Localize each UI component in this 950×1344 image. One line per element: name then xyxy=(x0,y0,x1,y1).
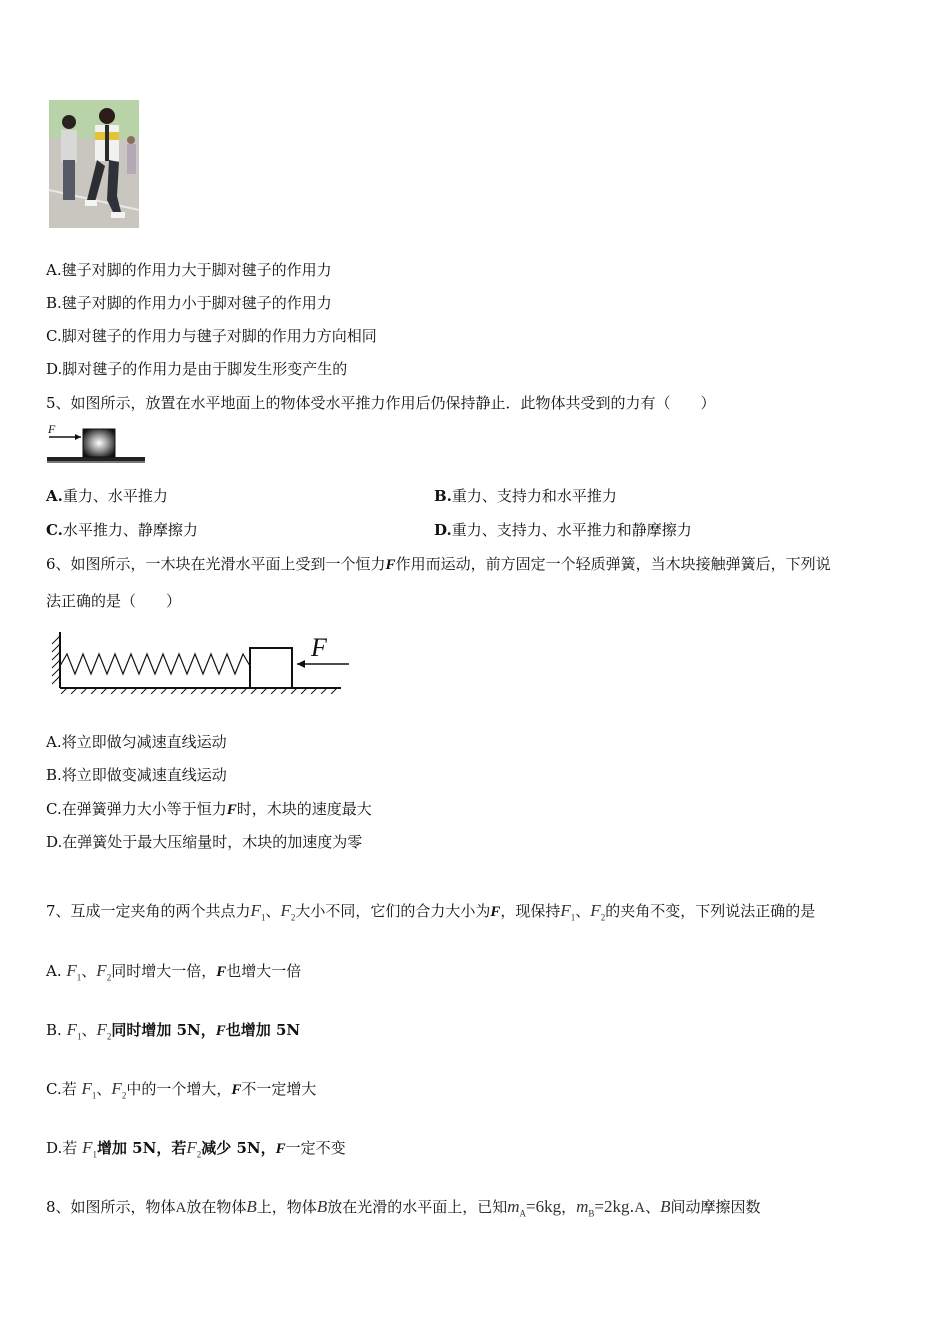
q6-option-d xyxy=(46,832,362,852)
separator: ， xyxy=(561,1198,577,1216)
option-text: 中的一个增大， xyxy=(126,1080,232,1098)
mass-subscript: B xyxy=(588,1208,595,1219)
f2-symbol xyxy=(111,1079,127,1101)
option-text: 在弹簧弹力大小等于恒力 xyxy=(61,800,227,818)
option-label: C. xyxy=(46,1080,62,1098)
q7-option-b xyxy=(46,1019,300,1047)
option-label: D. xyxy=(434,521,452,539)
f2-symbol xyxy=(590,901,606,923)
option-text: 增加 5N，若 xyxy=(96,1139,187,1157)
force-variable: F xyxy=(226,802,237,818)
f2-letter: F xyxy=(280,901,291,920)
body-b-label: B xyxy=(660,1197,671,1216)
option-label: D. xyxy=(46,360,63,378)
stem-text: 7、互成一定夹角的两个共点力 xyxy=(46,902,251,920)
option-text: 同时增大一倍， xyxy=(111,962,217,980)
option-label: B. xyxy=(46,294,62,312)
f2-subscript: 2 xyxy=(600,912,606,923)
option-label: D. xyxy=(46,1139,63,1157)
option-label: C. xyxy=(46,327,62,345)
option-text: 毽子对脚的作用力大于脚对毽子的作用力 xyxy=(61,261,332,279)
stem-text: 放在物体 xyxy=(186,1198,247,1216)
q4-option-b xyxy=(46,293,332,313)
body-a-label: A xyxy=(634,1200,646,1216)
option-label: A. xyxy=(46,261,62,279)
option-text: 将立即做变减速直线运动 xyxy=(61,766,227,784)
q6-stem-line1 xyxy=(46,554,831,575)
stem-text: 大小不同，它们的合力大小为 xyxy=(295,902,491,920)
f2-letter: F xyxy=(590,901,601,920)
q6-spring-figure xyxy=(45,628,350,694)
q4-option-d xyxy=(46,359,347,379)
q4-option-c xyxy=(46,326,377,346)
f1-subscript: 1 xyxy=(91,1090,97,1101)
option-text: 重力、支持力和水平推力 xyxy=(451,487,617,505)
f2-subscript: 2 xyxy=(106,1031,112,1042)
option-text: 在弹簧处于最大压缩量时，木块的加速度为零 xyxy=(62,833,363,851)
option-text: 若 xyxy=(61,1080,77,1098)
option-text: 减少 5N， xyxy=(201,1139,276,1157)
force-variable: F xyxy=(490,904,501,920)
f2-subscript: 2 xyxy=(196,1149,202,1160)
mass-value: =6kg xyxy=(526,1197,562,1216)
f1-letter: F xyxy=(81,1079,92,1098)
option-text: 脚对毽子的作用力与毽子对脚的作用力方向相同 xyxy=(61,327,377,345)
option-text: 时，木块的速度最大 xyxy=(236,800,372,818)
option-text: 重力、水平推力 xyxy=(62,487,168,505)
f1-letter: F xyxy=(66,961,77,980)
f2-subscript: 2 xyxy=(121,1090,127,1101)
f2-subscript: 2 xyxy=(290,912,296,923)
q6-option-b xyxy=(46,765,227,785)
q5-stem: 5、如图所示，放置在水平地面上的物体受水平推力作用后仍保持静止．此物体共受到的力有（ ） xyxy=(46,394,716,412)
q4-option-a xyxy=(46,260,332,280)
q6-option-a xyxy=(46,732,227,752)
stem-text: 的夹角不变，下列说法正确的是 xyxy=(605,902,816,920)
separator: 、 xyxy=(645,1198,661,1216)
option-text: 一定不变 xyxy=(285,1139,346,1157)
f1-letter: F xyxy=(560,901,571,920)
stem-text: 6、如图所示，一木块在光滑水平面上受到一个恒力 xyxy=(46,555,386,573)
mass-value: =2kg xyxy=(594,1197,630,1216)
q5-option-b xyxy=(434,486,617,506)
f1-symbol xyxy=(81,1079,97,1101)
option-text: 也增加 5N xyxy=(225,1021,301,1039)
separator: 、 xyxy=(81,962,97,980)
q8-stem xyxy=(46,1196,761,1224)
stem-text: . xyxy=(629,1198,635,1216)
f1-letter: F xyxy=(66,1020,77,1039)
f1-symbol xyxy=(66,961,82,983)
stem-text: 作用而运动，前方固定一个轻质弹簧，当木块接触弹簧后，下列说 xyxy=(395,555,831,573)
force-variable: F xyxy=(275,1141,286,1157)
option-label: B. xyxy=(46,1021,62,1039)
stem-text: 上，物体 xyxy=(256,1198,317,1216)
force-variable: F xyxy=(385,557,396,573)
option-label: B. xyxy=(46,766,62,784)
option-text: 同时增加 5N， xyxy=(111,1021,216,1039)
option-text: 也增大一倍 xyxy=(226,962,302,980)
option-text: 若 xyxy=(62,1139,78,1157)
q7-option-c xyxy=(46,1078,316,1106)
separator: 、 xyxy=(575,902,591,920)
f2-symbol xyxy=(96,961,112,983)
stem-text: 间动摩擦因数 xyxy=(670,1198,761,1216)
f1-subscript: 1 xyxy=(570,912,576,923)
force-variable: F xyxy=(216,964,227,980)
q7-stem xyxy=(46,900,815,928)
f2-symbol xyxy=(186,1138,202,1160)
mass-symbol: m xyxy=(576,1197,589,1216)
separator: 、 xyxy=(81,1021,97,1039)
f2-letter: F xyxy=(186,1138,197,1157)
option-text: 将立即做匀减速直线运动 xyxy=(61,733,227,751)
option-text: 脚对毽子的作用力是由于脚发生形变产生的 xyxy=(62,360,348,378)
mass-a-expr xyxy=(507,1197,562,1219)
f2-letter: F xyxy=(96,1020,107,1039)
q7-option-a xyxy=(46,960,301,988)
f2-subscript: 2 xyxy=(106,972,112,983)
f1-symbol xyxy=(82,1138,97,1160)
option-text: 水平推力、静摩擦力 xyxy=(62,521,198,539)
separator: 、 xyxy=(96,1080,112,1098)
f2-letter: F xyxy=(111,1079,122,1098)
option-label: A. xyxy=(46,962,62,980)
q6-option-c xyxy=(46,799,372,820)
option-label: A. xyxy=(46,487,63,505)
q6-force-label: F xyxy=(311,633,327,662)
f1-letter: F xyxy=(82,1138,93,1157)
f2-letter: F xyxy=(96,961,107,980)
option-text: 重力、支持力、水平推力和静摩擦力 xyxy=(451,521,692,539)
f1-letter: F xyxy=(250,901,261,920)
f1-subscript: 1 xyxy=(92,1149,97,1160)
f1-symbol xyxy=(66,1020,82,1042)
option-label: C. xyxy=(46,521,63,539)
q5-option-d xyxy=(434,520,692,540)
q5-option-a xyxy=(46,486,168,506)
q6-stem-line2: 法正确的是（ ） xyxy=(46,592,182,610)
force-variable: F xyxy=(215,1023,226,1039)
q5-block-figure xyxy=(45,423,147,465)
mass-subscript: A xyxy=(519,1208,526,1219)
stem-text: ，现保持 xyxy=(500,902,561,920)
option-label: D. xyxy=(46,833,63,851)
f2-symbol xyxy=(96,1020,112,1042)
q7-option-d xyxy=(46,1137,346,1165)
option-label: B. xyxy=(434,487,452,505)
f1-symbol xyxy=(250,901,266,923)
option-label: A. xyxy=(46,733,62,751)
option-label: C. xyxy=(46,800,62,818)
mass-b-expr xyxy=(576,1197,630,1219)
f1-subscript: 1 xyxy=(260,912,266,923)
body-b-label: B xyxy=(316,1197,328,1216)
f1-symbol xyxy=(560,901,576,923)
body-a-label: A xyxy=(175,1200,187,1216)
f2-symbol xyxy=(280,901,296,923)
stem-text: 8、如图所示，物体 xyxy=(46,1198,176,1216)
shuttlecock-photo xyxy=(49,100,139,228)
q5-option-c xyxy=(46,520,198,540)
option-text: 毽子对脚的作用力小于脚对毽子的作用力 xyxy=(61,294,332,312)
mass-symbol: m xyxy=(507,1197,520,1216)
option-text: 不一定增大 xyxy=(241,1080,317,1098)
f1-subscript: 1 xyxy=(76,1031,82,1042)
body-b-label: B xyxy=(246,1197,257,1216)
f1-subscript: 1 xyxy=(76,972,82,983)
stem-text: 放在光滑的水平面上，已知 xyxy=(327,1198,508,1216)
force-variable: F xyxy=(231,1082,242,1098)
separator: 、 xyxy=(265,902,281,920)
q5-force-label: F xyxy=(48,423,56,436)
